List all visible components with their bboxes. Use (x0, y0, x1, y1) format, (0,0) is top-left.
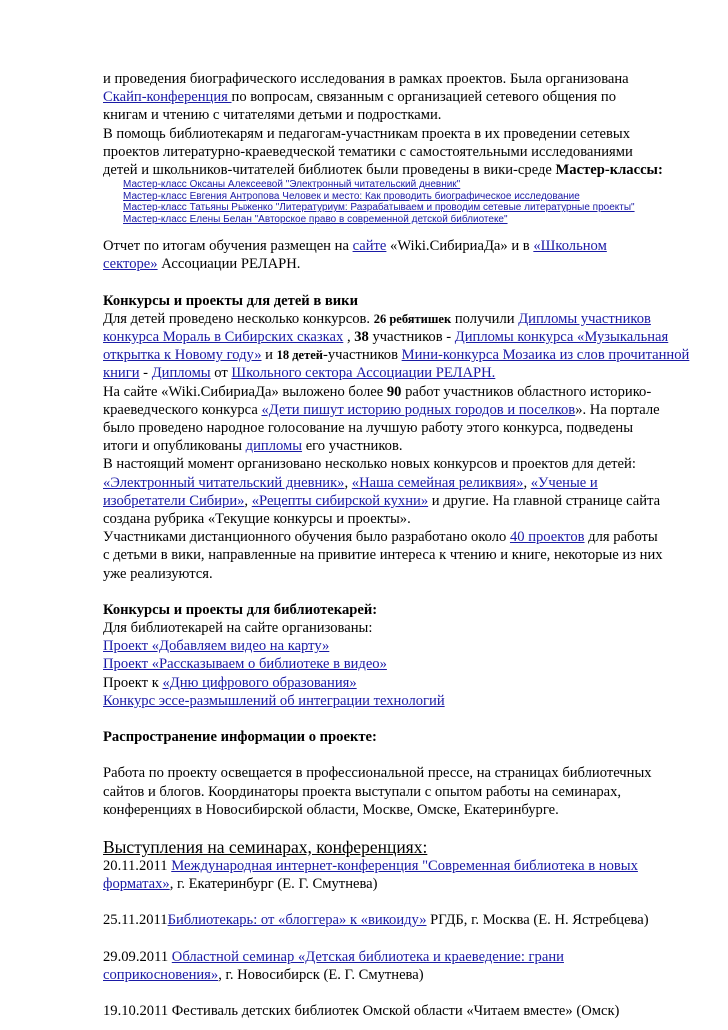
link-master-class-2[interactable]: Мастер-класс Евгения Антропова Человек и место: Как проводить биографическое исследование (123, 190, 580, 202)
link-school-sector-cont[interactable]: секторе» (103, 256, 158, 273)
text-line: уже реализуются. (103, 565, 213, 582)
link-40-projects[interactable]: 40 проектов (509, 529, 585, 546)
link-diplomas-1[interactable]: Дипломы участников (518, 310, 651, 327)
section-heading: Конкурсы и проекты для библиотекарей: (103, 601, 378, 618)
text-line: Для библиотекарей на сайте организованы: (103, 620, 373, 637)
section-dissemination (103, 728, 693, 819)
link-master-class-4[interactable]: Мастер-класс Елены Белан "Авторское право в современной детской библиотеке" (123, 213, 508, 225)
document-page (103, 70, 693, 1020)
text-line: создана рубрика «Текущие конкурсы и проекты». (103, 511, 411, 528)
event-entry: 20.11.2011 Международная интернет-конференция "Современная библиотека в новых (103, 857, 638, 874)
text-line: книгам и чтению с читателями детьми и подростками. (103, 107, 442, 124)
link-master-class-3[interactable]: Мастер-класс Татьяны Рыженко "Литературиум: Разрабатываем и проводим сетевые литературные проекты" (123, 202, 635, 214)
section-report (103, 237, 693, 273)
text-line: Скайп-конференция по вопросам, связанным с организацией сетевого общения по (103, 89, 616, 106)
link-event-3[interactable]: Областной семинар «Детская библиотека и краеведение: грани (171, 948, 564, 965)
section-talks (103, 837, 693, 1020)
link-video-library[interactable]: Проект «Рассказываем о библиотеке в видео» (103, 656, 387, 673)
text-line: книги - Дипломы от Школьного сектора Ассоциации РЕЛАРН. (103, 365, 496, 382)
link-site[interactable]: сайте (352, 238, 387, 255)
link-mosaic-contest[interactable]: Мини-конкурса Мозаика из слов прочитанной (401, 347, 690, 364)
event-entry-cont: соприкосновения», г. Новосибирск (Е. Г. Смутнева) (103, 966, 424, 983)
link-scientists[interactable]: «Ученые и (530, 474, 598, 491)
link-diplomas-1-cont[interactable]: конкурса Мораль в Сибирских сказках (103, 329, 344, 346)
text-line: конкурса Мораль в Сибирских сказках , 38 участников - Дипломы конкурса «Музыкальная (103, 329, 669, 346)
link-digital-day[interactable]: «Дню цифрового образования» (162, 674, 357, 691)
section-heading: Выступления на семинарах, конференциях: (103, 836, 428, 857)
text-line: краеведческого конкурса «Дети пишут историю родных городов и поселков». На портале (103, 401, 660, 418)
event-entry: 25.11.2011Библиотекарь: от «блоггера» к «викоиду» РГДБ, г. Москва (Е. Н. Ястребцева) (103, 912, 649, 929)
link-event-1-cont[interactable]: форматах» (103, 876, 170, 893)
text-line: открытка к Новому году» и 18 детей-участников Мини-конкурса Мозаика из слов прочитанной (103, 347, 690, 364)
event-entry-cont: форматах», г. Екатеринбург (Е. Г. Смутнева) (103, 876, 378, 893)
link-diplomas-2[interactable]: Дипломы конкурса «Музыкальная (454, 329, 669, 346)
text-line: Работа по проекту освещается в профессиональной прессе, на страницах библиотечных (103, 765, 652, 782)
event-entry: 19.10.2011 Фестиваль детских библиотек Омской области «Читаем вместе» (Омск) (103, 1002, 620, 1019)
link-school-sector-2[interactable]: Школьного сектора Ассоциации РЕЛАРН. (231, 365, 496, 382)
master-class-list (103, 179, 693, 225)
section-heading: Распространение информации о проекте: (103, 729, 377, 746)
link-diplomas-4[interactable]: дипломы (245, 438, 303, 455)
master-classes-label: Мастер-классы: (555, 162, 663, 179)
event-entry: 29.09.2011 Областной семинар «Детская библиотека и краеведение: грани (103, 948, 564, 965)
link-master-class-1[interactable]: Мастер-класс Оксаны Алексеевой "Электронный читательский дневник" (123, 179, 461, 191)
link-event-3-cont[interactable]: соприкосновения» (103, 966, 219, 983)
link-recipes[interactable]: «Рецепты сибирской кухни» (251, 492, 429, 509)
text-line: было проведено народное голосование на лучшую работу этого конкурса, подведены (103, 420, 634, 437)
link-event-2[interactable]: Библиотекарь: от «блоггера» к «викоиду» (167, 912, 427, 929)
text-line: «Электронный читательский дневник», «Наша семейная реликвия», «Ученые и (103, 474, 598, 491)
link-family-relic[interactable]: «Наша семейная реликвия» (351, 474, 524, 491)
link-reader-diary[interactable]: «Электронный читательский дневник» (103, 474, 345, 491)
text-line (103, 655, 693, 673)
link-essay-contest[interactable]: Конкурс эссе-размышлений об интеграции технологий (103, 692, 445, 709)
text-line: В настоящий момент организовано несколько новых конкурсов и проектов для детей: (103, 456, 636, 473)
link-video-map[interactable]: Проект «Добавляем видео на карту» (103, 638, 330, 655)
link-skype-conference[interactable]: Скайп-конференция (103, 89, 232, 106)
text-line: Участниками дистанционного обучения было разработано около 40 проектов для работы (103, 529, 658, 546)
text-line: Для детей проведено несколько конкурсов. 26 ребятишек получили Дипломы участников (103, 310, 651, 327)
link-mosaic-contest-cont[interactable]: книги (103, 365, 140, 382)
link-diplomas-3[interactable]: Дипломы (151, 365, 211, 382)
link-scientists-cont[interactable]: изобретатели Сибири» (103, 492, 245, 509)
text-line: В помощь библиотекарям и педагогам-участникам проекта в их проведении сетевых (103, 125, 631, 142)
text-line (103, 692, 693, 710)
text-line: конференциях в Новосибирской области, Москве, Омске, Екатеринбурге. (103, 801, 559, 818)
text-line: итоги и опубликованы дипломы его участников. (103, 438, 403, 455)
text-line: секторе» Ассоциации РЕЛАРН. (103, 256, 301, 273)
section-heading: Конкурсы и проекты для детей в вики (103, 292, 358, 309)
link-school-sector[interactable]: «Школьном (533, 238, 607, 255)
text-line: проектов литературно-краеведческой тематики с самостоятельными исследованиями (103, 143, 633, 160)
link-kids-write-history[interactable]: «Дети пишут историю родных городов и поселков (261, 401, 576, 418)
section-librarian-contests (103, 601, 693, 710)
section-kids-contests (103, 292, 693, 583)
text-line: с детьми в вики, направленные на привитие интереса к чтению и книге, некоторые из них (103, 547, 663, 564)
link-diplomas-2-cont[interactable]: открытка к Новому году» (103, 347, 262, 364)
link-event-1[interactable]: Международная интернет-конференция "Современная библиотека в новых (171, 857, 638, 874)
text-line: сайтов и блогов. Координаторы проекта выступали с опытом работы на семинарах, (103, 783, 622, 800)
text-line: и проведения биографического исследования в рамках проектов. Была организована (103, 71, 629, 87)
text-line (103, 637, 693, 655)
text-line: Проект к «Дню цифрового образования» (103, 674, 357, 691)
text-line: На сайте «Wiki.СибириаДа» выложено более 90 работ участников областного историко- (103, 383, 652, 400)
text-line: Отчет по итогам обучения размещен на сайте «Wiki.СибириаДа» и в «Школьном (103, 238, 607, 255)
section-intro (103, 70, 693, 225)
text-line: детей и школьников-читателей библиотек были проведены в вики-среде Мастер-классы: (103, 162, 663, 179)
text-line: изобретатели Сибири», «Рецепты сибирской кухни» и другие. На главной странице сайта (103, 492, 661, 509)
